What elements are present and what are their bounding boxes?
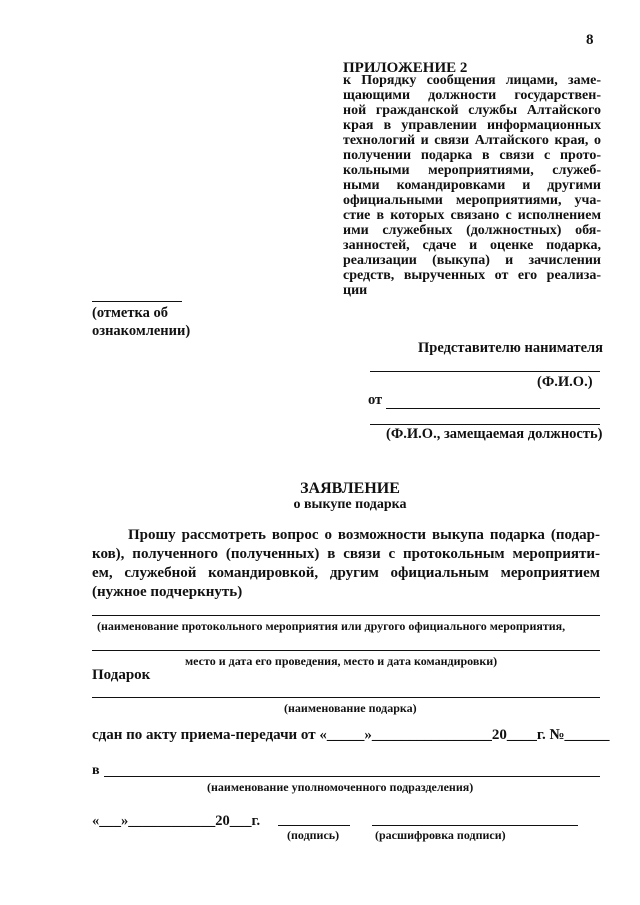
in-label: в xyxy=(92,763,100,778)
appendix-line: ной гражданской службы Алтайского xyxy=(343,103,601,118)
addressee-to: Представителю нанимателя xyxy=(418,340,603,356)
page-number: 8 xyxy=(586,32,594,48)
statement-title: ЗАЯВЛЕНИЕ xyxy=(300,480,400,497)
department-line[interactable] xyxy=(104,776,600,777)
appendix-line: средств, вырученных от его реализа- xyxy=(343,268,601,283)
department-caption: (наименование уполномоченного подразделения) xyxy=(207,780,474,794)
event-name-line[interactable] xyxy=(92,615,600,616)
appendix-line: ими служебных (должностных) обя- xyxy=(343,223,601,238)
appendix-line: к Порядку сообщения лицами, заме- xyxy=(343,73,601,88)
appendix-text xyxy=(343,73,601,298)
appendix-line: реализации (выкупа) и зачислении xyxy=(343,253,601,268)
acknowledgement-mark xyxy=(92,304,190,340)
fio-caption: (Ф.И.О.) xyxy=(537,374,593,390)
appendix-line: края в управлении информационных xyxy=(343,118,601,133)
signature-decode-caption: (расшифровка подписи) xyxy=(375,828,506,842)
from-caption: (Ф.И.О., замещаемая должность) xyxy=(386,426,603,442)
appendix-line: занностей, сдаче и оценке подарка, xyxy=(343,238,601,253)
event-place-line[interactable] xyxy=(92,650,600,651)
from-line-2[interactable] xyxy=(370,424,600,425)
signature-caption: (подпись) xyxy=(287,828,340,842)
gift-name-line[interactable] xyxy=(92,697,600,698)
event-name-caption: (наименование протокольного мероприятия или другого официального мероприятия, xyxy=(97,619,566,633)
body-line: Прошу рассмотреть вопрос о возможности выкупа подарка (подар- xyxy=(128,527,600,543)
body-line: ем, служебной командировкой, другим официальным мероприятием xyxy=(92,565,600,581)
from-line[interactable] xyxy=(386,408,600,409)
gift-name-caption: (наименование подарка) xyxy=(284,701,417,715)
acknowledgement-line xyxy=(92,301,182,302)
event-place-caption: место и дата его проведения, место и дата командировки) xyxy=(185,654,498,668)
date-field: «___»____________20___г. xyxy=(92,813,261,829)
appendix-line: щающими должности государствен- xyxy=(343,88,601,103)
signature-line[interactable] xyxy=(278,825,350,826)
appendix-line: получении подарка в связи с прото- xyxy=(343,148,601,163)
signature-decode-line[interactable] xyxy=(372,825,578,826)
statement-subtitle: о выкупе подарка xyxy=(293,497,407,512)
from-label: от xyxy=(368,392,383,408)
appendix-line: технологий и связи Алтайского края, о xyxy=(343,133,601,148)
body-line: ков), полученного (полученных) в связи с протокольным мероприяти- xyxy=(92,546,600,562)
appendix-line: официальными мероприятиями, уча- xyxy=(343,193,601,208)
acknowledgement-line2: ознакомлении) xyxy=(92,323,191,339)
appendix-line: стие в которых связано с исполнением xyxy=(343,208,601,223)
fio-line[interactable] xyxy=(370,371,600,372)
body-line: (нужное подчеркнуть) xyxy=(92,584,243,600)
gift-label: Подарок xyxy=(92,667,151,683)
appendix-line: кольными мероприятиями, служеб- xyxy=(343,163,601,178)
appendix-line: ными командировками и другими xyxy=(343,178,601,193)
act-text: сдан по акту приема-передачи от «_____»________________20____г. №______ xyxy=(92,727,610,743)
acknowledgement-line1: (отметка об xyxy=(92,305,168,321)
appendix-title: ПРИЛОЖЕНИЕ 2 xyxy=(343,60,468,76)
appendix-line: ции xyxy=(343,283,368,298)
statement-body xyxy=(92,526,600,602)
